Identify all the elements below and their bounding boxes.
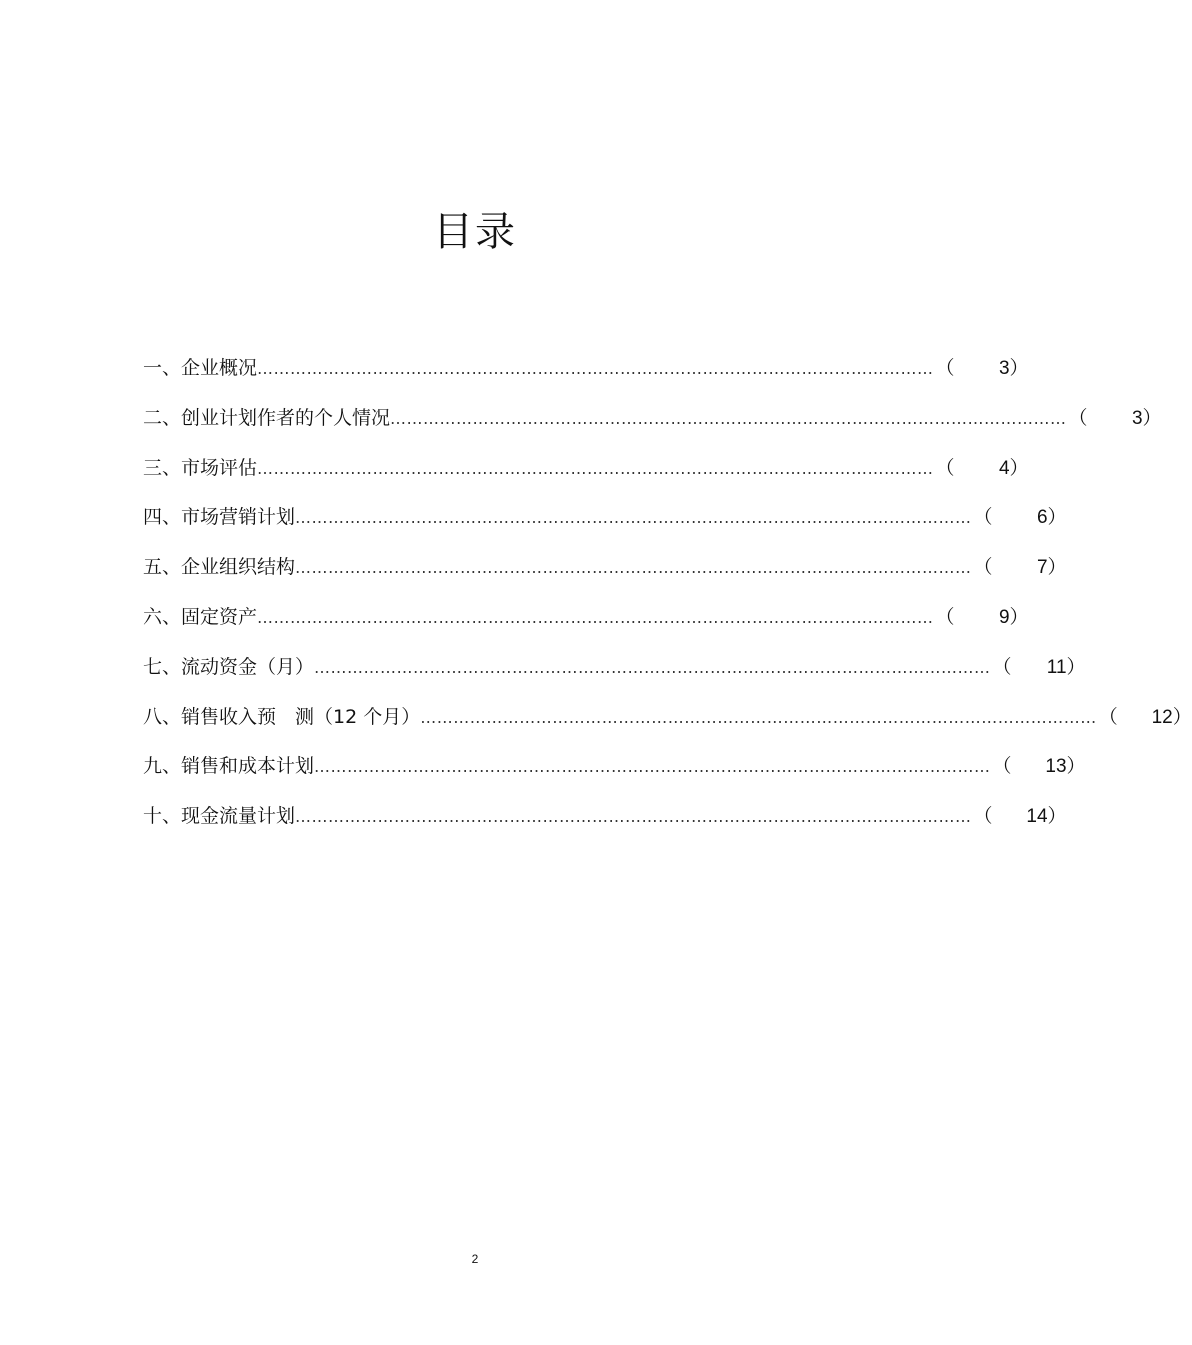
dot-leader: …………………………………………………………………………………………………………… [295, 558, 972, 578]
dot-leader: …………………………………………………………………………………………………………… [295, 807, 972, 827]
close-parenthesis: ） [1172, 705, 1192, 728]
toc-page-number: 4 [998, 457, 1010, 479]
toc-entry-title: 四、市场营销计划 [143, 506, 296, 529]
dot-leader: …………………………………………………………………………………………………………… [295, 508, 972, 528]
toc-page-number: 11 [1046, 656, 1067, 678]
open-parenthesis: （ [935, 456, 955, 479]
toc-page-number: 9 [998, 606, 1010, 628]
close-parenthesis: ） [1009, 357, 1029, 379]
close-parenthesis: ） [1066, 755, 1086, 778]
dot-leader: …………………………………………………………………………………………………………… [420, 707, 1097, 727]
toc-entry-title: 二、创业计划作者的个人情况 [143, 406, 391, 429]
dot-leader: …………………………………………………………………………………………………………… [314, 657, 991, 677]
close-parenthesis: ） [1009, 456, 1029, 479]
open-parenthesis: （ [1098, 705, 1118, 728]
toc-page-number: 12 [1151, 706, 1173, 728]
dot-leader: …………………………………………………………………………………………………………… [390, 408, 1067, 428]
dot-leader: …………………………………………………………………………………………………………… [257, 359, 934, 378]
toc-entry-title: 一、企业概况 [143, 357, 258, 379]
toc-entry-title: 九、销售和成本计划 [143, 755, 315, 778]
open-parenthesis: （ [973, 556, 993, 579]
open-parenthesis: （ [1068, 406, 1088, 429]
page-number: 2 [471, 1252, 479, 1266]
open-parenthesis: （ [935, 357, 955, 379]
toc-entry-title: 五、企业组织结构 [143, 556, 296, 579]
dot-leader: …………………………………………………………………………………………………………… [314, 757, 991, 777]
toc-title: 目录 [433, 209, 517, 255]
open-parenthesis: （ [973, 805, 993, 828]
close-parenthesis: ） [1047, 556, 1067, 579]
toc-entry-title: 十、现金流量计划 [143, 805, 296, 828]
close-parenthesis: ） [1066, 655, 1086, 678]
toc-entry[interactable] [143, 545, 1067, 595]
toc-entry-title: 七、流动资金（月） [143, 655, 315, 678]
close-parenthesis: ） [1009, 605, 1029, 628]
toc-entry[interactable] [143, 396, 1162, 446]
toc-entry[interactable] [143, 645, 1086, 695]
toc-entry[interactable] [143, 744, 1086, 794]
open-parenthesis: （ [992, 655, 1012, 678]
table-of-contents [143, 346, 1192, 844]
toc-page-number: 14 [1026, 806, 1048, 828]
close-parenthesis: ） [1047, 506, 1067, 529]
toc-entry-title: 三、市场评估 [143, 456, 258, 479]
toc-page-number: 13 [1045, 756, 1067, 778]
toc-entry-title: 八、销售收入预 测（12 个月） [143, 705, 421, 728]
close-parenthesis: ） [1142, 406, 1162, 429]
toc-entry[interactable] [143, 346, 1029, 396]
toc-entry[interactable] [143, 695, 1192, 745]
toc-entry[interactable] [143, 794, 1067, 844]
dot-leader: …………………………………………………………………………………………………………… [257, 458, 934, 478]
open-parenthesis: （ [935, 605, 955, 628]
toc-entry[interactable] [143, 595, 1029, 645]
open-parenthesis: （ [992, 755, 1012, 778]
dot-leader: …………………………………………………………………………………………………………… [257, 607, 934, 627]
toc-entry-title: 六、固定资产 [143, 605, 258, 628]
open-parenthesis: （ [973, 506, 993, 529]
toc-page-number: 3 [998, 358, 1010, 379]
toc-page-number: 7 [1036, 557, 1048, 579]
close-parenthesis: ） [1047, 805, 1067, 828]
toc-page-number: 6 [1036, 507, 1048, 529]
toc-page-number: 3 [1131, 407, 1143, 429]
toc-entry[interactable] [143, 446, 1029, 496]
toc-entry[interactable] [143, 495, 1067, 545]
